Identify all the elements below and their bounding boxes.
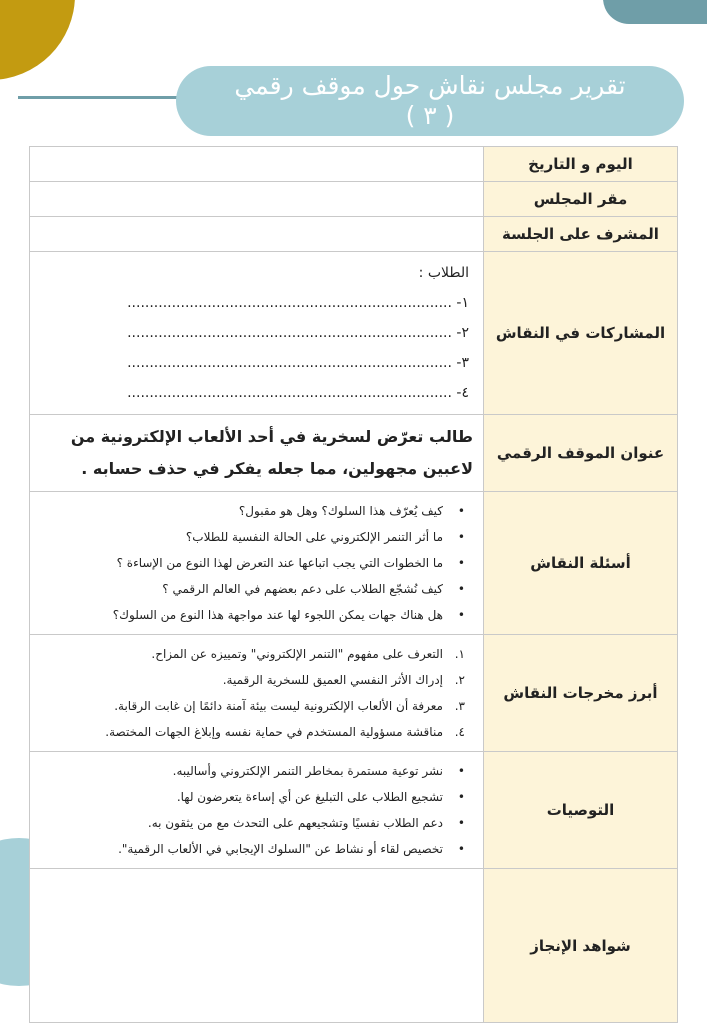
list-item: • نشر توعية مستمرة بمخاطر التنمر الإلكتروني وأساليبه. <box>34 758 465 784</box>
page-title <box>176 66 684 136</box>
list-item: • تخصيص لقاء أو نشاط عن "السلوك الإيجابي في الألعاب الرقمية". <box>34 836 465 862</box>
list-item: • تشجيع الطلاب على التبليغ عن أي إساءة يتعرضون لها. <box>34 784 465 810</box>
label-scenario: عنوان الموقف الرقمي <box>484 415 678 492</box>
scenario-text: طالب تعرّض لسخرية في أحد الألعاب الإلكترونية من لاعبين مجهولين، مما جعله يفكر في حذف حسابه . <box>70 427 473 478</box>
field-venue[interactable] <box>30 182 484 217</box>
row-day-date <box>30 147 678 182</box>
field-supervisor[interactable] <box>30 217 484 252</box>
participant-line[interactable]: ٤- ......................................................................... <box>127 385 469 401</box>
field-scenario <box>30 415 484 492</box>
list-number: ٣. <box>454 699 465 713</box>
list-item <box>34 641 465 667</box>
list-number: ٤. <box>454 725 465 739</box>
list-number: ١. <box>454 647 465 661</box>
label-recommendations: التوصيات <box>484 752 678 869</box>
label-supervisor: المشرف على الجلسة <box>484 217 678 252</box>
participant-line[interactable]: ١- ......................................................................... <box>127 295 469 311</box>
list-item: • ما أثر التنمر الإلكتروني على الحالة النفسية للطلاب؟ <box>34 524 465 550</box>
list-text: التعرف على مفهوم "التنمر الإلكتروني" وتمييزه عن المزاح. <box>151 647 443 661</box>
list-item: • ما الخطوات التي يجب اتباعها عند التعرض لهذا النوع من الإساءة ؟ <box>34 550 465 576</box>
label-day-date: اليوم و التاريخ <box>484 147 678 182</box>
list-item <box>34 667 465 693</box>
row-questions <box>30 492 678 635</box>
list-text: إدراك الأثر النفسي العميق للسخرية الرقمية. <box>222 673 443 687</box>
row-venue <box>30 182 678 217</box>
list-item: • كيف نُشجّع الطلاب على دعم بعضهم في العالم الرقمي ؟ <box>34 576 465 602</box>
field-questions <box>30 492 484 635</box>
list-item <box>34 719 465 745</box>
field-outcomes <box>30 635 484 752</box>
report-table <box>29 146 678 1023</box>
label-participants: المشاركات في النقاش <box>484 252 678 415</box>
list-item: • دعم الطلاب نفسيًا وتشجيعهم على التحدث مع من يثقون به. <box>34 810 465 836</box>
label-questions: أسئلة النقاش <box>484 492 678 635</box>
field-recommendations <box>30 752 484 869</box>
list-text: مناقشة مسؤولية المستخدم في حماية نفسه وإبلاغ الجهات المختصة. <box>105 725 443 739</box>
row-participants <box>30 252 678 415</box>
list-text: معرفة أن الألعاب الإلكترونية ليست بيئة آمنة دائمًا إن غابت الرقابة. <box>114 699 443 713</box>
label-outcomes: أبرز مخرجات النقاش <box>484 635 678 752</box>
corner-tab-teal <box>603 0 707 24</box>
page-title-line2: ( ٣ ) <box>405 101 455 130</box>
row-recommendations <box>30 752 678 869</box>
row-scenario <box>30 415 678 492</box>
list-item <box>34 693 465 719</box>
list-item: • هل هناك جهات يمكن اللجوء لها عند مواجهة هذا النوع من السلوك؟ <box>34 602 465 628</box>
corner-circle-gold <box>0 0 75 80</box>
row-evidence <box>30 869 678 1023</box>
list-number: ٢. <box>454 673 465 687</box>
participant-line[interactable]: ٣- ......................................................................... <box>127 355 469 371</box>
field-participants <box>30 252 484 415</box>
title-rule <box>18 96 198 99</box>
field-day-date[interactable] <box>30 147 484 182</box>
participant-line[interactable]: ٢- ......................................................................... <box>127 325 469 341</box>
row-outcomes <box>30 635 678 752</box>
row-supervisor <box>30 217 678 252</box>
page-title-line1: تقرير مجلس نقاش حول موقف رقمي <box>234 71 626 100</box>
participants-heading: الطلاب : <box>418 265 469 281</box>
list-item: • كيف يُعرّف هذا السلوك؟ وهل هو مقبول؟ <box>34 498 465 524</box>
field-evidence[interactable] <box>30 869 484 1023</box>
label-venue: مقر المجلس <box>484 182 678 217</box>
label-evidence: شواهد الإنجاز <box>484 869 678 1023</box>
